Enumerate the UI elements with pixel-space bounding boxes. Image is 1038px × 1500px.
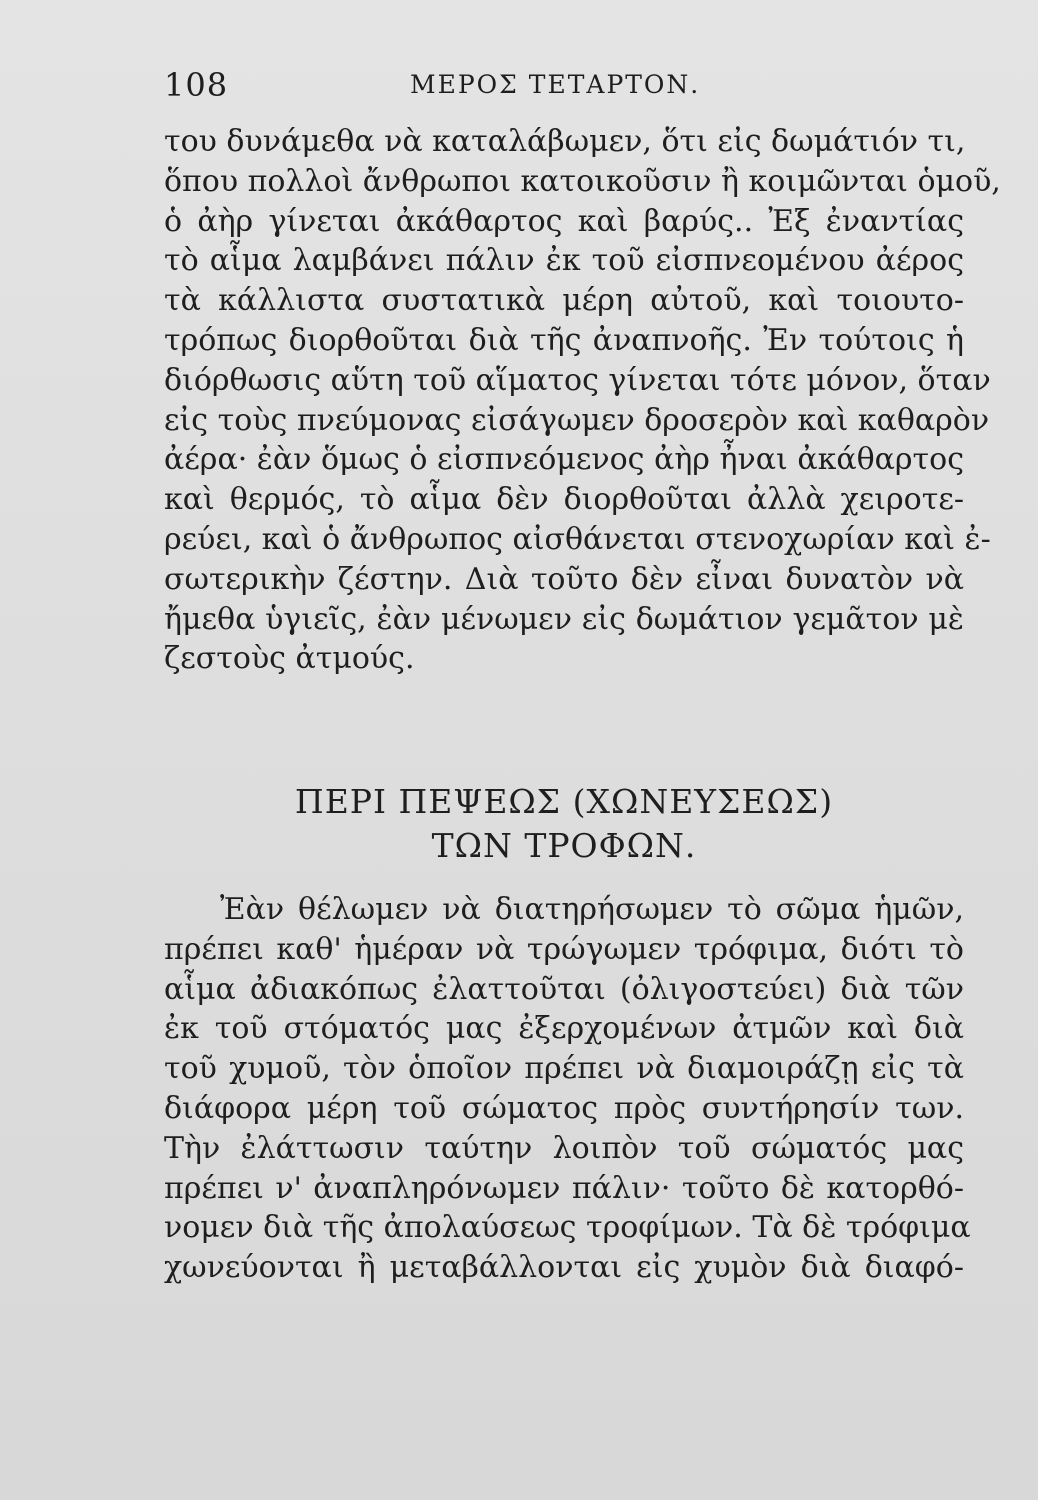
text-line: νομεν διὰ τῆς ἀπολαύσεως τροφίμων. Τὰ δὲ τρόφιμα (164, 1210, 971, 1246)
text-line: του δυνάμεθα νὰ καταλάβωμεν, ὅτι εἰς δωμάτιόν τι, (164, 124, 966, 159)
text-line: Τὴν ἐλάττωσιν ταύτην λοιπὸν τοῦ σώματός μας (164, 1130, 964, 1166)
text-line: ὅπου πολλοὶ ἄνθρωποι κατοικοῦσιν ἢ κοιμῶνται ὁμοῦ, (164, 163, 1001, 199)
text-line: ἤμεθα ὑγιεῖς, ἐὰν μένωμεν εἰς δωμάτιον γεμᾶτον μὲ (164, 601, 964, 637)
text-line: Ἐὰν θέλωμεν νὰ διατηρήσωμεν τὸ σῶμα ἡμῶν, (220, 892, 964, 927)
text-line: διάφορα μέρη τοῦ σώματος πρὸς συντήρησίν των. (164, 1090, 964, 1126)
text-line: ζεστοὺς ἀτμούς. (164, 641, 415, 677)
text-line: τὰ κάλλιστα συστατικὰ μέρη αὐτοῦ, καὶ τοιουτο- (164, 283, 964, 319)
text-line: ὁ ἀὴρ γίνεται ἀκάθαρτος καὶ βαρύς.. Ἐξ ἐναντίας (164, 203, 964, 239)
text-line: τρόπως διορθοῦται διὰ τῆς ἀναπνοῆς. Ἐν τούτοις ἡ (164, 322, 964, 358)
section-heading-line: ΠΕΡΙ ΠΕΨΕΩΣ (ΧΩΝΕΥΣΕΩΣ) (294, 782, 834, 821)
text-line: εἰς τοὺς πνεύμονας εἰσάγωμεν δροσερὸν καὶ καθαρὸν (164, 402, 990, 438)
text-line: αἷμα ἀδιακόπως ἐλαττοῦται (ὀλιγοστεύει) διὰ τῶν (164, 971, 964, 1007)
paragraph-respiration (164, 122, 1001, 679)
running-head (164, 66, 964, 106)
running-title: ΜΕΡΟΣ ΤΕΤΑΡΤΟΝ. (410, 70, 701, 99)
text-line: τοῦ χυμοῦ, τὸν ὁποῖον πρέπει νὰ διαμοιράζῃ εἰς τὰ (164, 1051, 964, 1087)
text-line: πρέπει ν' ἀναπληρόνωμεν πάλιν· τοῦτο δὲ κατορθό- (164, 1170, 964, 1206)
text-line: καὶ θερμός, τὸ αἷμα δὲν διορθοῦται ἀλλὰ χειροτε- (164, 482, 964, 518)
section-heading (164, 780, 964, 868)
section-heading-line: ΤΩΝ ΤΡΟΦΩΝ. (431, 826, 697, 865)
text-line: ἐκ τοῦ στόματός μας ἐξερχομένων ἀτμῶν καὶ διὰ (164, 1011, 964, 1047)
text-line: τὸ αἷμα λαμβάνει πάλιν ἐκ τοῦ εἰσπνεομένου ἀέρος (164, 243, 964, 279)
text-line: ἀέρα· ἐὰν ὅμως ὁ εἰσπνεόμενος ἀὴρ ἦναι ἀκάθαρτος (164, 442, 964, 478)
text-line: χωνεύονται ἢ μεταβάλλονται εἰς χυμὸν διὰ διαφό- (164, 1250, 964, 1286)
text-line: διόρθωσις αὕτη τοῦ αἵματος γίνεται τότε μόνον, ὅταν (164, 362, 991, 398)
page-number: 108 (164, 66, 229, 104)
text-line: πρέπει καθ' ἡμέραν νὰ τρώγωμεν τρόφιμα, διότι τὸ (164, 931, 964, 967)
text-line: ρεύει, καὶ ὁ ἄνθρωπος αἰσθάνεται στενοχωρίαν καὶ ἐ- (164, 521, 991, 557)
paragraph-digestion (164, 890, 971, 1288)
text-line: σωτερικὴν ζέστην. Διὰ τοῦτο δὲν εἶναι δυνατὸν νὰ (164, 561, 964, 597)
